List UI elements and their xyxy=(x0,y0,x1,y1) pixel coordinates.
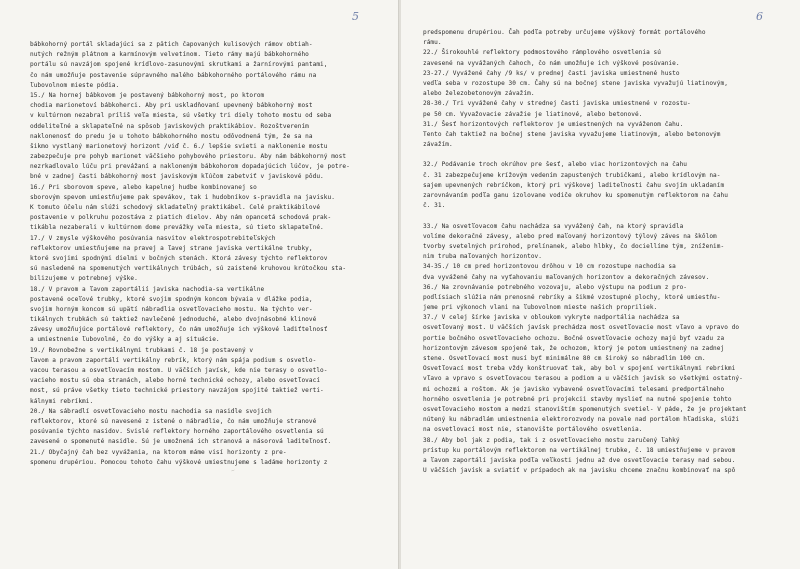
text-line: osvetľovaný most. U väčších javísk prechádza most osvetľovacie most vľavo a vpravo do xyxy=(423,324,740,332)
text-line: stene. Osvetľovací most musí byť minimálne 80 cm široký so nábradlím 100 cm. xyxy=(423,355,706,362)
text-line: most, sú práve všetky tieto technické priestory navzájom spojité taktiež verti- xyxy=(30,387,324,395)
text-line: 31./ Šesť horizontových reflektorov je umiestnených na vyváženom čahu. xyxy=(423,120,684,128)
text-line: Osvetľovací most treba vždy konštruovať tak, aby bol v spojení vertikálnymi rebríkmi xyxy=(423,365,736,373)
text-line: čo nám umožňuje postavenie súpravného malého bábkohorného portálového rámu na xyxy=(30,71,317,79)
text-line: zavesené o spomenuté nasidle. Sú je umožnená ich stranová a násorová laditeľnosť. xyxy=(30,438,332,446)
text-line: zabezpečuje pre pohyb marionet väčšieho pohybového priestoru. Aby nám bábkohorný most xyxy=(30,153,347,161)
text-line: 18./ V pravom a ľavom zaportálií javiska nachodia-sa vertikálne xyxy=(30,285,265,293)
text-line: portie bočného osvetľovacieho ochozu. Bočné osvetľovacie ochozy majú byť vzadu za xyxy=(423,334,725,342)
text-line: oddeliteľné a sklapateľné na spôsob javiskových praktikábiov. Rozoštverením xyxy=(30,122,309,130)
text-line: mi ochozmi a roštom. Ak je javisko vybavené osvetľovacími telesami predportálneho xyxy=(423,385,725,393)
text-line: predspomenu drupériou. Čah podľa potreby určujeme výškový formát portálového xyxy=(423,29,706,36)
text-line: zavesené na vyvážaných čahoch, čo nám umožňuje ich výškové posúvanie. xyxy=(423,59,680,67)
text-line: 16./ Pri sborovom speve, alebo kapelnej hudbe kombinovanej so xyxy=(30,183,257,191)
text-line: 38./ Aby bol jak z podia, tak i z osvetľovacieho mostu zaručený ľahký xyxy=(423,436,680,444)
text-line: vedľa seba v rozostupe 30 cm. Čahy sú na bočnej stene javiska vyvažujú liatinovým, xyxy=(423,79,728,87)
text-line: spomenu drupériou. Pomocou tohoto čahu výškové umiestnujeme s ladáme horizonty z xyxy=(30,458,328,466)
text-line: 23-27./ Vyvážené čahy /9 ks/ v prednej časti javiska umiestnené husto xyxy=(423,69,680,77)
text-line: kálnymi rebríkmi. xyxy=(30,397,94,405)
text-line: Tento čah taktiež na bočnej stene javiska vyvažujeme liatinovým, alebo betonovým xyxy=(423,130,721,138)
text-line: postavenie v polkruhu pozostáva z piatich dielov. Aby nám opancetá schodová prak- xyxy=(30,214,332,222)
text-line: 20./ Na sábradlí osvetľovacieho mostu nachodia sa nasidle svojich xyxy=(30,407,272,415)
text-line: 19./ Rovnobežne s vertikálnymi trubkami č. 18 je postavený v xyxy=(30,346,254,354)
faint-stamp-mark: ~ xyxy=(230,467,237,475)
text-line: bábkohorný portál skladajúci sa z pätich čapovaných kulisových rámov obtiah- xyxy=(30,41,313,48)
text-line: volíme dekoračné závesy, alebo pred maľovaný horizontový týlový záves na škôlom xyxy=(423,232,717,240)
text-line: jeme pri výkonoch vlani na ľubovolnom mieste našich propriliek. xyxy=(423,304,658,312)
text-line: 28-30./ Tri vyvážené čahy v strednej časti javiska umiestnené v rozostu- xyxy=(423,100,691,108)
text-line: ľubovolnom mieste pódia. xyxy=(30,81,120,89)
text-line: nutých režným plátnom a karmínovým velvetínom. Tieto rámy majú bábkohorného xyxy=(30,51,309,59)
text-line: a umiestnenie ľubovolné, čo do výšky a aj situácie. xyxy=(30,336,220,344)
text-line: 36./ Na zrovnávanie potrebného vozovaju, alebo výstupu na podium z pro- xyxy=(423,283,688,291)
text-line: dva vyvážené čahy na vyťahovaniu maľovaných horizontov a dekoračných závesov. xyxy=(423,273,710,281)
text-line: č. 31. xyxy=(423,202,446,210)
page-number: 6 xyxy=(756,10,763,23)
text-line: pe 50 cm. Vyvažovacie závažie je liatinové, alebo betonové. xyxy=(423,110,643,118)
text-line: nim truba maľovaných horizontov. xyxy=(423,253,542,261)
right-page xyxy=(401,0,800,569)
text-line: naklonenosť do predu je u tohoto bábkohorného mostu odôvodnená tým, že sa na xyxy=(30,132,313,140)
text-line: a ľavom zaportálí javiska podľa veľkosti jednu až dve osvetľovacie terasy nad sebou. xyxy=(423,456,736,464)
text-line: posúvanie týchto nasidov. Svislé reflektory horného zaportálového osvetlenia sú xyxy=(30,428,324,436)
text-line: K tomuto účelu nám slúži schodový skladateľný praktikábel. Celé praktikábilové xyxy=(30,204,321,211)
text-line: 21./ Obyčajný čah bez vyvážania, na ktorom máme visí horizonty z pre- xyxy=(30,448,287,456)
text-line: vacieho mostu sú oba stranách, alebo horné technické ochozy, alebo osvetľovací xyxy=(30,377,321,385)
text-line: chodia marionetoví bábkoherci. Aby pri uskladňovaní upevnený bábkohorný most xyxy=(30,102,313,110)
text-line: portálu sú navzájom spojené krídlovo-zasunovými skrutkami a žarnírovými pantami, xyxy=(30,61,328,69)
text-line: rámu. xyxy=(423,39,442,47)
text-line: závažím. xyxy=(423,141,453,149)
text-line: horného osvetlenia je potrebné pri projekcii stavby myslieť na nutné spojenie tohto xyxy=(423,395,732,403)
text-line: 37./ V celej šírke javiska v obloukom vykryte nadportália nachádza sa xyxy=(423,314,680,322)
text-line: nútený ku nábradlám umiestnenia elektrorozvody na povale nad portálom hľadiska, slúži xyxy=(423,416,740,424)
text-line: bné v zadnej časti bábkohorný most javiskovým kľúčom zabetviť v javiskové pôdu. xyxy=(30,173,324,181)
text-line: sú nasledené na spomenutých vertikálnych trúbách, sú zaistené kruhovou krútočkou sta- xyxy=(30,265,347,273)
text-line: 32./ Podávanie troch okrúhov pre šesť, alebo viac horizontových na čahu xyxy=(423,161,688,169)
text-line xyxy=(423,150,791,160)
text-line: vľavo a vpravo s osvetľovacou terasou a podiom a u väčších javísk so všetkými ostatný- xyxy=(423,375,743,383)
text-line: U väčších javísk a sviatiť v prípadoch ak na javisku chceme značnu kombinovať na spô xyxy=(423,467,736,475)
text-line: osvetľovacieho mostom a medzi stanovištím spomenutých svetiel- V páde, že je projektant xyxy=(423,405,747,413)
text-line: v kultúrnom nezabral príliš veľa miesta, sú všetky tri diely tohoto mostu od seba xyxy=(30,112,332,120)
text-line: závesy umožňujúce portálové reflektory, čo nám umožňuje ich výškové ladiťtelnosť xyxy=(30,326,328,334)
text-line: podlísiach slúžia nám prenosné rebríky a šikmé vzostupné plochy, ktoré umiestňu- xyxy=(423,293,721,301)
text-line: vacou terasou a osvetľovacím mostom. U väčších javísk, kde nie terasy o osvetlo- xyxy=(30,367,328,374)
text-line: tikábla nezaberali v kultúrnom dome prevážky veľa miesta, sú tieto sklapateľné. xyxy=(30,224,324,232)
text-line: tvorby svetelných prírohod, prelínanek, alebo hlbky, čo dociellíme tým, zníženim- xyxy=(423,242,725,250)
text-line: horizontovým závesom spojené tak, že ochozom, ktorý je potom umiestnený na zadnej xyxy=(423,344,725,352)
text-line: sajem upevnených rebríčkom, ktorý pri výškovej laditeľnosti čahu svojím ukladaním xyxy=(423,181,725,189)
text-line xyxy=(423,211,791,221)
text-line: prístup ku portálovým reflektorom na vertikálnej trubke, č. 18 umiestňujeme v pravom xyxy=(423,446,736,454)
text-line: sborovým spevom umiestňujeme pak spevákov, tak i hudobníkov s-pravidla na javisku. xyxy=(30,193,335,201)
text-line: reflektorov umiestňujeme na pravej a ľavej strane javiska vertikálne trubky, xyxy=(30,244,313,252)
page-number: 5 xyxy=(352,10,359,23)
text-line: šikmo vystlaný marionetový horizont /viď č. 6./ lepšie svieti a naklonenie mostu xyxy=(30,142,328,150)
text-line: ľavom a pravom zaportálí vertikálny rebrík, ktorý nám spája podium s osvetlo- xyxy=(30,356,317,364)
text-line: bilizujeme v potrebnej výške. xyxy=(30,275,138,283)
text-line: zarovnávaním podľa ganu izolovane vodiče okruhov ku spomenutým reflektorom na čahu xyxy=(423,192,728,199)
text-line: ktoré svojimi spodnými dielmi v bočných stenách. Ktorá závesy týchto reflektorov xyxy=(30,254,328,262)
text-line: 15./ Na hornej bábkovom je postavený bábkohorný most, po ktorom xyxy=(30,91,265,99)
text-line: postavené oceľové trubky, ktoré svojim spodným koncom bývaia v dlážke podia, xyxy=(30,295,313,303)
text-line: reflektorov, ktoré sú navesené z istené o nábradlie, čo nám umožňuje stranové xyxy=(30,417,317,425)
text-line: svojim horným koncom sú upätí nábradlia osvetľovacieho mostu. Na týchto ver- xyxy=(30,305,313,313)
right-page-text xyxy=(423,28,791,476)
text-line: 33./ Na osvetľovacom čahu nachádza sa vyvážený čah, na ktorý spravidla xyxy=(423,222,684,230)
text-line: na osvetlovací most nie, stanovište portálového osvetlenia. xyxy=(423,426,643,434)
left-page-text xyxy=(30,40,390,468)
text-line: 17./ V zmysle výškového posúvania nasvitov elektrospotrebiteľských xyxy=(30,234,276,242)
text-line: alebo železobetonovým závažím. xyxy=(423,90,535,98)
text-line: 34-35./ 10 cm pred horizontovou drôhou v 10 cm rozostupe nachodia sa xyxy=(423,263,676,271)
text-line: 22./ Širokouhlé reflektory podmostového rámplového osvetlenia sú xyxy=(423,49,661,57)
text-line: tikálnych trubkách sú taktiež navlečené jednoduché, alebo dvojnásobné klinové xyxy=(30,316,317,324)
text-line: č. 31 zabezpečujeme krížovým vedením zapustených trubičkami, alebo krídlovým na- xyxy=(423,171,721,179)
text-line: nezrkadlovalo lúču pri prevážaní a nakloneným bábkohorom dopadajúcich lúčov, je potre- xyxy=(30,163,350,171)
